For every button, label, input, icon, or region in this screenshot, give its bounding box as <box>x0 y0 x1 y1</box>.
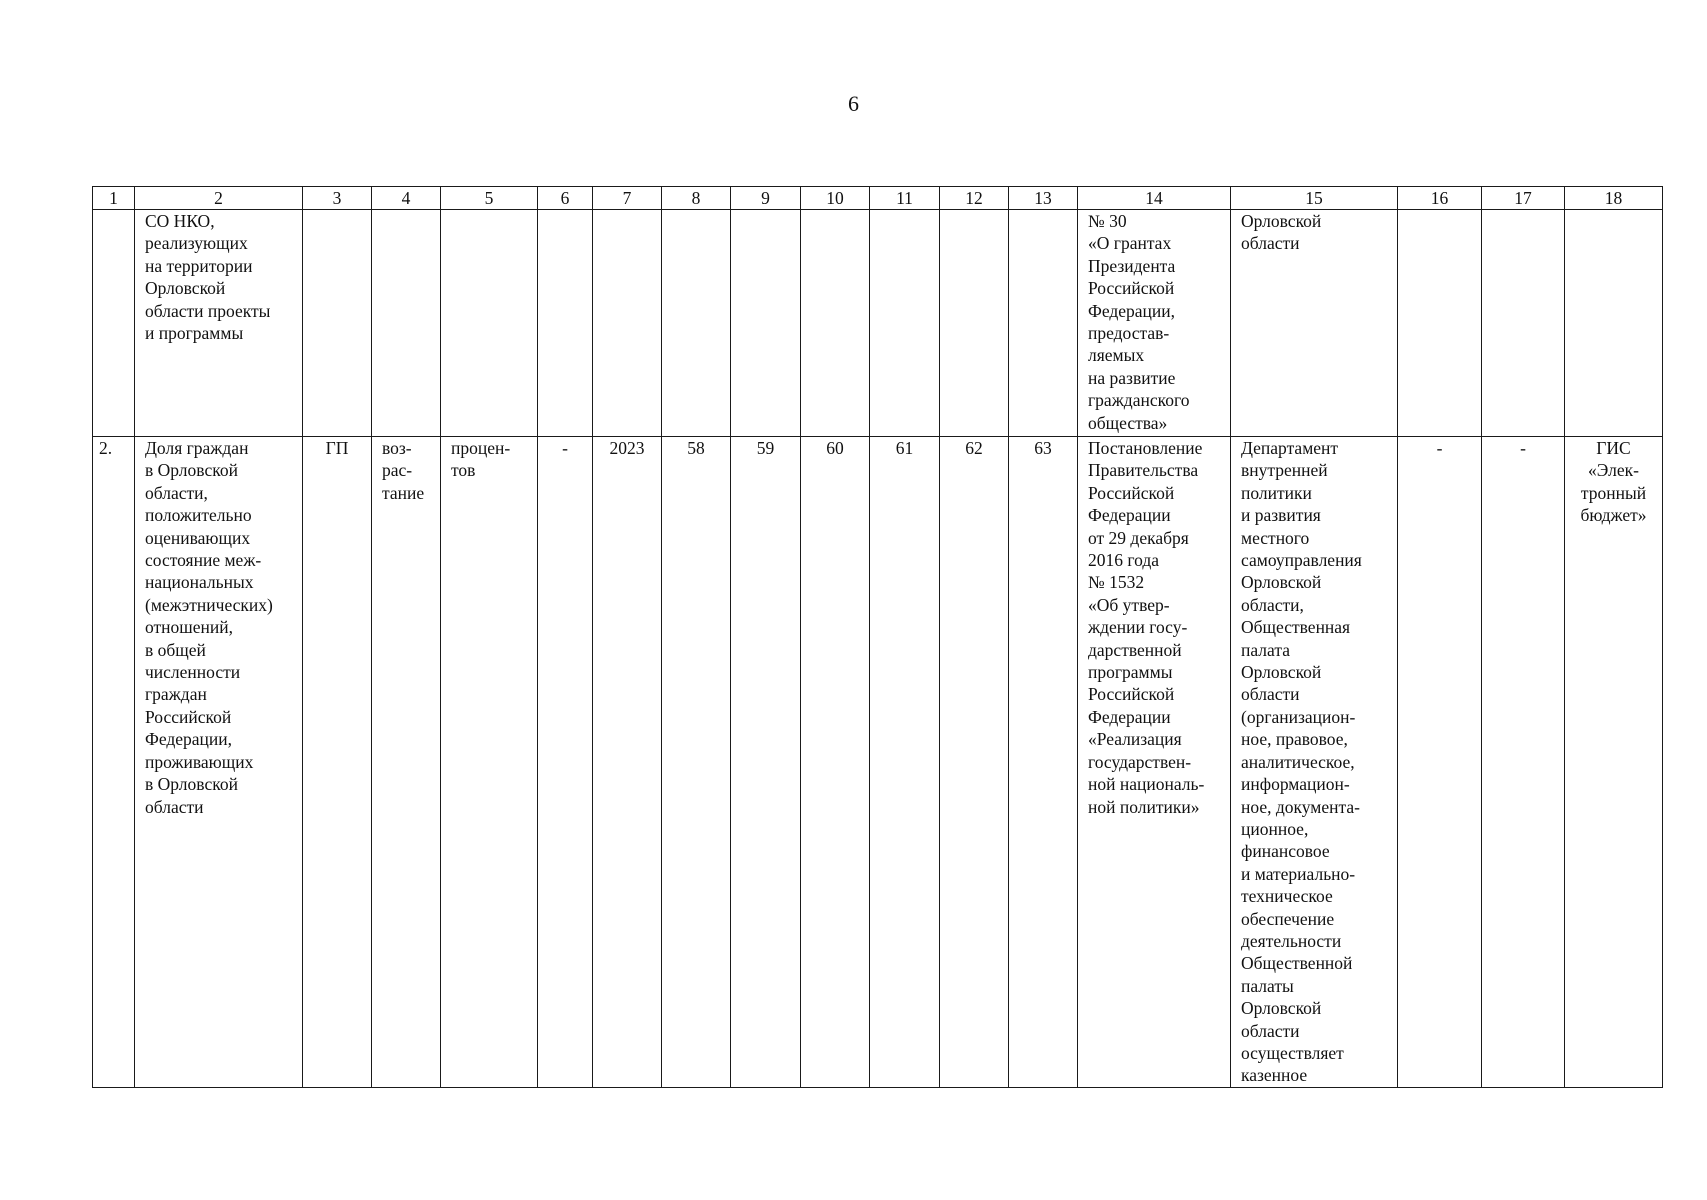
trend-cell <box>372 210 441 437</box>
information-system-cell: ГИС «Элек- тронный бюджет» <box>1565 437 1663 1088</box>
column-number-header: 4 <box>372 187 441 210</box>
base-year-cell: 2023 <box>593 437 662 1088</box>
value-cell <box>940 210 1009 437</box>
value-cell <box>801 210 870 437</box>
indicator-name-cell: СО НКО, реализующих на территории Орловской области проекты и программы <box>135 210 303 437</box>
value-cell <box>1398 210 1482 437</box>
information-system-cell <box>1565 210 1663 437</box>
unit-cell <box>441 210 538 437</box>
table-row <box>93 437 1663 1088</box>
value-cell: - <box>1482 437 1565 1088</box>
level-cell: ГП <box>303 437 372 1088</box>
value-cell: 63 <box>1009 437 1078 1088</box>
document-cell: № 30 «О грантах Президента Российской Федерации, предостав- ляемых на развитие гражданского общества» <box>1078 210 1231 437</box>
column-number-header: 18 <box>1565 187 1663 210</box>
column-number-header: 17 <box>1482 187 1565 210</box>
value-cell: 60 <box>801 437 870 1088</box>
value-cell <box>870 210 940 437</box>
trend-cell: воз- рас- тание <box>372 437 441 1088</box>
responsible-cell: Орловской области <box>1231 210 1398 437</box>
value-cell: 59 <box>731 437 801 1088</box>
document-cell: Постановление Правительства Российской Федерации от 29 декабря 2016 года № 1532 «Об утвер- ждении госу- дарственной программы Российской Федерации «Реализация государствен- ной националь- ной политики» <box>1078 437 1231 1088</box>
value-cell: - <box>538 437 593 1088</box>
value-cell <box>731 210 801 437</box>
indicators-table <box>92 186 1663 1088</box>
value-cell <box>593 210 662 437</box>
column-number-header: 12 <box>940 187 1009 210</box>
column-number-header: 3 <box>303 187 372 210</box>
column-number-header: 1 <box>93 187 135 210</box>
responsible-cell: Департамент внутренней политики и развития местного самоуправления Орловской области, Общественная палата Орловской области (организацион- ное, правовое, аналитическое, информацион- ное, документа- ционное, финансовое и материально- техническое обеспечение деятельности Общественной палаты Орловской области осуществляет казенное <box>1231 437 1398 1088</box>
column-number-header: 7 <box>593 187 662 210</box>
column-number-header: 15 <box>1231 187 1398 210</box>
column-number-header: 14 <box>1078 187 1231 210</box>
column-number-header: 16 <box>1398 187 1482 210</box>
column-number-header: 6 <box>538 187 593 210</box>
row-number-cell <box>93 210 135 437</box>
column-number-header: 8 <box>662 187 731 210</box>
table-header-row <box>93 187 1663 210</box>
value-cell <box>1009 210 1078 437</box>
column-number-header: 11 <box>870 187 940 210</box>
column-number-header: 10 <box>801 187 870 210</box>
value-cell <box>1482 210 1565 437</box>
table-row <box>93 210 1663 437</box>
row-number-cell: 2. <box>93 437 135 1088</box>
indicator-name-cell: Доля граждан в Орловской области, положительно оценивающих состояние меж- национальных (межэтнических) отношений, в общей численности граждан Российской Федерации, проживающих в Орловской области <box>135 437 303 1088</box>
column-number-header: 9 <box>731 187 801 210</box>
value-cell: - <box>1398 437 1482 1088</box>
value-cell: 58 <box>662 437 731 1088</box>
page-number: 6 <box>848 91 859 116</box>
column-number-header: 5 <box>441 187 538 210</box>
column-number-header: 2 <box>135 187 303 210</box>
level-cell <box>303 210 372 437</box>
value-cell <box>538 210 593 437</box>
value-cell: 61 <box>870 437 940 1088</box>
column-number-header: 13 <box>1009 187 1078 210</box>
unit-cell: процен- тов <box>441 437 538 1088</box>
value-cell <box>662 210 731 437</box>
value-cell: 62 <box>940 437 1009 1088</box>
